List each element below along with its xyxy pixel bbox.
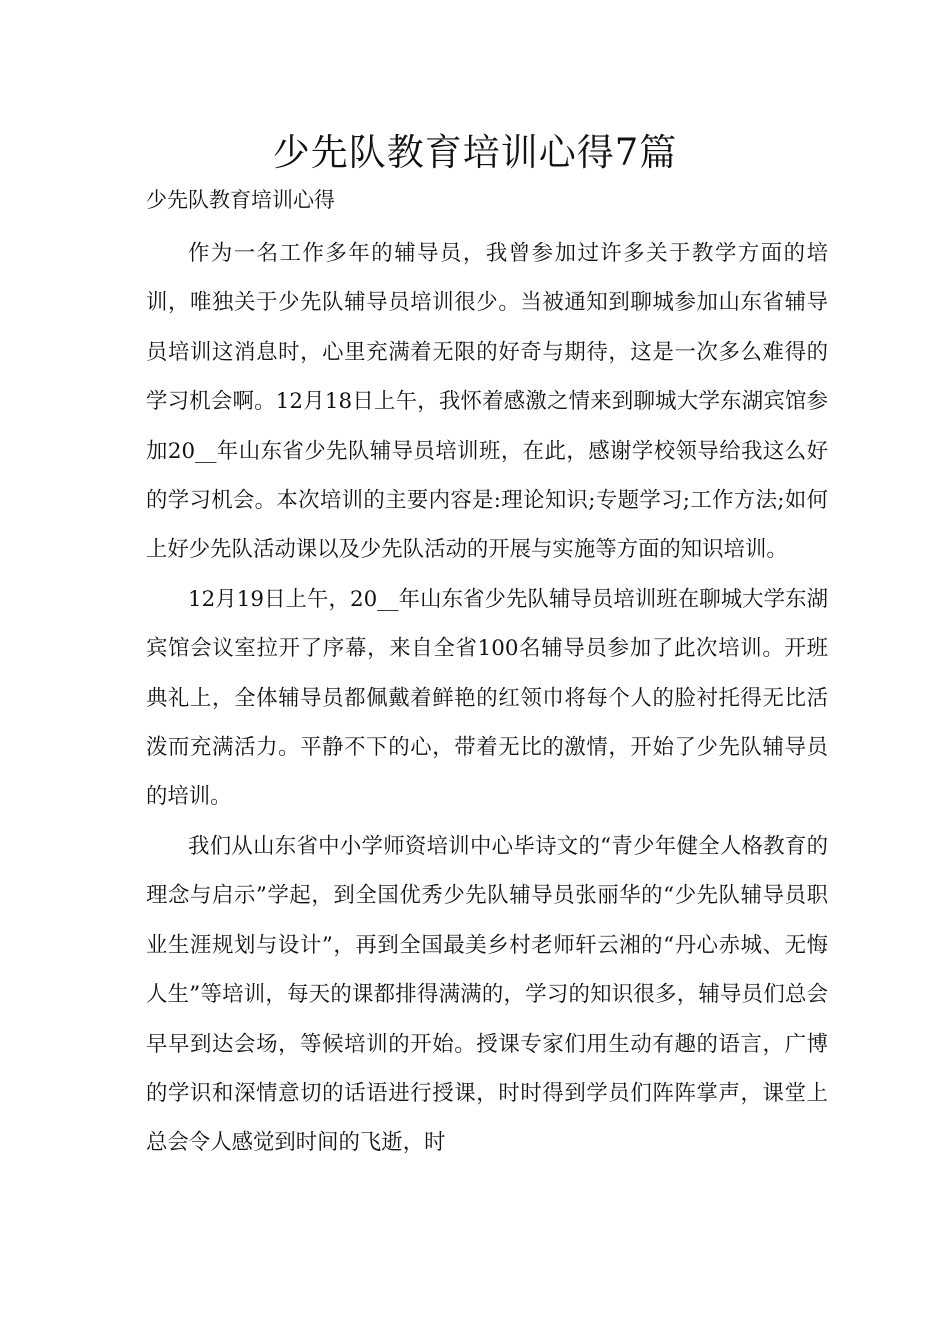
- paragraph-3: 我们从山东省中小学师资培训中心毕诗文的“青少年健全人格教育的理念与启示”学起，到全国优秀少先队辅导员张丽华的“少先队辅导员职业生涯规划与设计”，再到全国最美乡村老师轩云湘的“丹心赤城、无悔人生”等培训，每天的课都排得满满的，学习的知识很多，辅导员们总会早早到达会场，等候培训的开始。授课专家们用生动有趣的语言，广博的学识和深情意切的话语进行授课，时时得到学员们阵阵掌声，课堂上总会令人感觉到时间的飞逝，时: [146, 833, 828, 1156]
- document-title: 少先队教育培训心得7篇: [272, 131, 678, 174]
- paragraph-2: 12月19日上午，20__年山东省少先队辅导员培训班在聊城大学东湖宾馆会议室拉开了序幕，来自全省100名辅导员参加了此次培训。开班典礼上，全体辅导员都佩戴着鲜艳的红领巾将每个人的脸衬托得无比活泼而充满活力。平静不下的心，带着无比的激情，开始了少先队辅导员的培训。: [146, 586, 828, 810]
- document-subtitle: 少先队教育培训心得: [146, 188, 335, 212]
- document-body: [146, 229, 828, 1168]
- paragraph-1: 作为一名工作多年的辅导员，我曾参加过许多关于教学方面的培训，唯独关于少先队辅导员培训很少。当被通知到聊城参加山东省辅导员培训这消息时，心里充满着无限的好奇与期待，这是一次多么难得的学习机会啊。12月18日上午，我怀着感激之情来到聊城大学东湖宾馆参加20__年山东省少先队辅导员培训班，在此，感谢学校领导给我这么好的学习机会。本次培训的主要内容是:理论知识;专题学习;工作方法;如何上好少先队活动课以及少先队活动的开展与实施等方面的知识培训。: [146, 241, 828, 563]
